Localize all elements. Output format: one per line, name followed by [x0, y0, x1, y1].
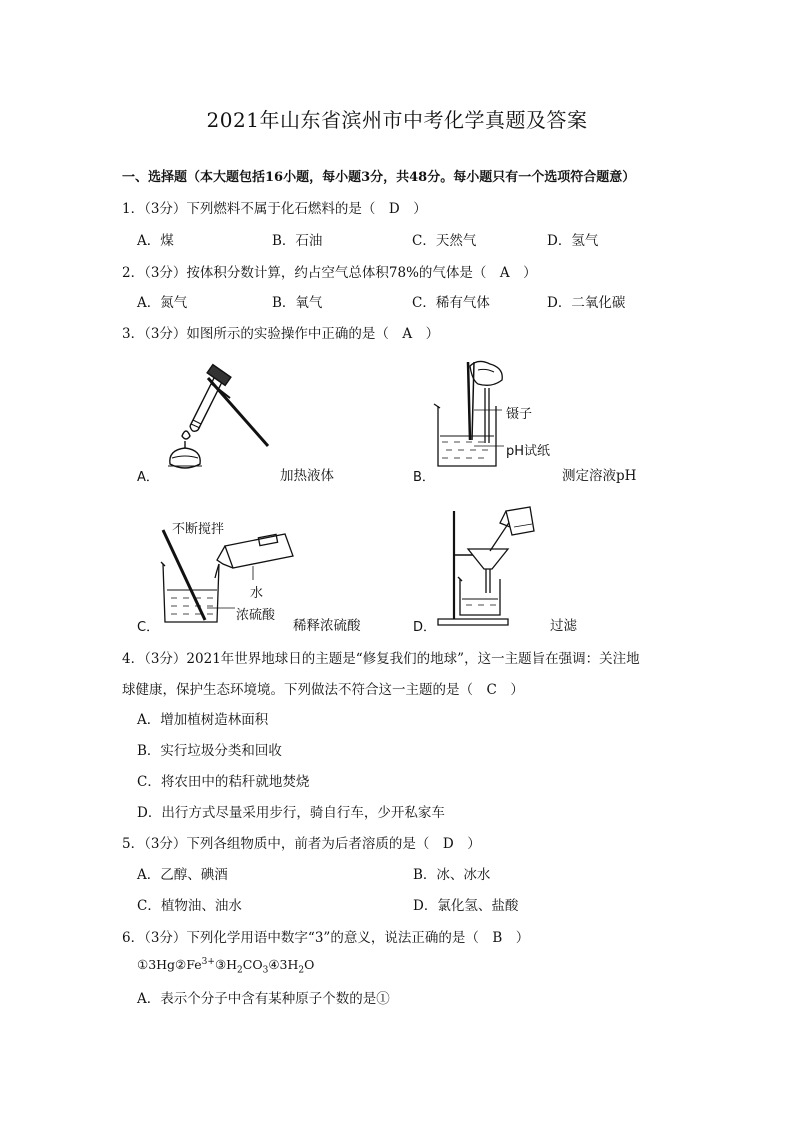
section-heading: 一、选择题（本大题包括16小题，每小题3分，共48分。每小题只有一个选项符合题意） — [122, 170, 636, 185]
label-water: 水 — [250, 586, 264, 601]
page-title: 2021年山东省滨州市中考化学真题及答案 — [206, 108, 588, 132]
q4-option-a: A．增加植树造林面积 — [137, 712, 269, 728]
figure-heating-liquid — [160, 368, 280, 483]
q6-formulas: $①3Hg②Fe^{3+}③H_2CO_3④3H_2O$ — [137, 957, 315, 976]
question-2: 2．（3分）按体积分数计算，约占空气总体积78%的气体是（ A ） — [122, 265, 537, 281]
q6-option-a: A．表示个分子中含有某种原子个数的是① — [137, 991, 390, 1007]
question-1: 1．（3分）下列燃料不属于化石燃料的是（ D ） — [122, 201, 427, 217]
q5-option-c: C．植物油、油水 — [137, 898, 242, 914]
q4-option-b: B．实行垃圾分类和回收 — [137, 743, 282, 759]
figure-d-caption: 过滤 — [550, 618, 577, 634]
q1-option-c: C．天然气 — [412, 233, 477, 249]
label-tweezers: 镊子 — [506, 407, 533, 422]
label-keep-stirring: 不断搅拌 — [172, 522, 225, 537]
q2-option-a: A．氮气 — [137, 295, 188, 311]
figure-a-letter: A． — [137, 470, 159, 485]
question-4-line2: 球健康，保护生态环境境。下列做法不符合这一主题的是（ C ） — [122, 682, 524, 698]
figure-c-caption: 稀释浓硫酸 — [293, 618, 361, 634]
q5-option-b: B．冰、冰水 — [413, 867, 491, 883]
q1-option-a: A．煤 — [137, 233, 174, 249]
question-4-line1: 4．（3分）2021年世界地球日的主题是“修复我们的地球”，这一主题旨在强调：关注地 — [122, 651, 640, 667]
q1-option-d: D．氢气 — [547, 233, 599, 249]
figure-b-caption: 测定溶液pH — [562, 468, 637, 484]
figure-filtration — [436, 505, 546, 627]
question-5: 5．（3分）下列各组物质中，前者为后者溶质的是（ D ） — [122, 836, 481, 852]
q2-option-d: D．二氧化碳 — [547, 295, 626, 311]
q5-option-d: D．氯化氢、盐酸 — [413, 898, 519, 914]
q4-option-c: C．将农田中的秸秆就地焚烧 — [137, 774, 310, 790]
q1-option-b: B．石油 — [272, 233, 323, 249]
question-6: 6．（3分）下列化学用语中数字“3”的意义，说法正确的是（ B ） — [122, 930, 530, 946]
question-3: 3．（3分）如图所示的实验操作中正确的是（ A ） — [122, 326, 440, 342]
q2-option-c: C．稀有气体 — [412, 295, 490, 311]
figure-b-letter: B． — [413, 470, 435, 485]
figure-c-letter: C． — [137, 620, 160, 635]
q5-option-a: A．乙醇、碘酒 — [137, 867, 228, 883]
q2-option-b: B．氧气 — [272, 295, 323, 311]
label-concentrated-acid: 浓硫酸 — [236, 608, 276, 623]
q4-option-d: D．出行方式尽量采用步行，骑自行车，少开私家车 — [137, 805, 445, 821]
figure-d-letter: D． — [413, 620, 437, 635]
figure-a-caption: 加热液体 — [280, 468, 334, 484]
label-ph-paper: pH试纸 — [506, 444, 551, 459]
